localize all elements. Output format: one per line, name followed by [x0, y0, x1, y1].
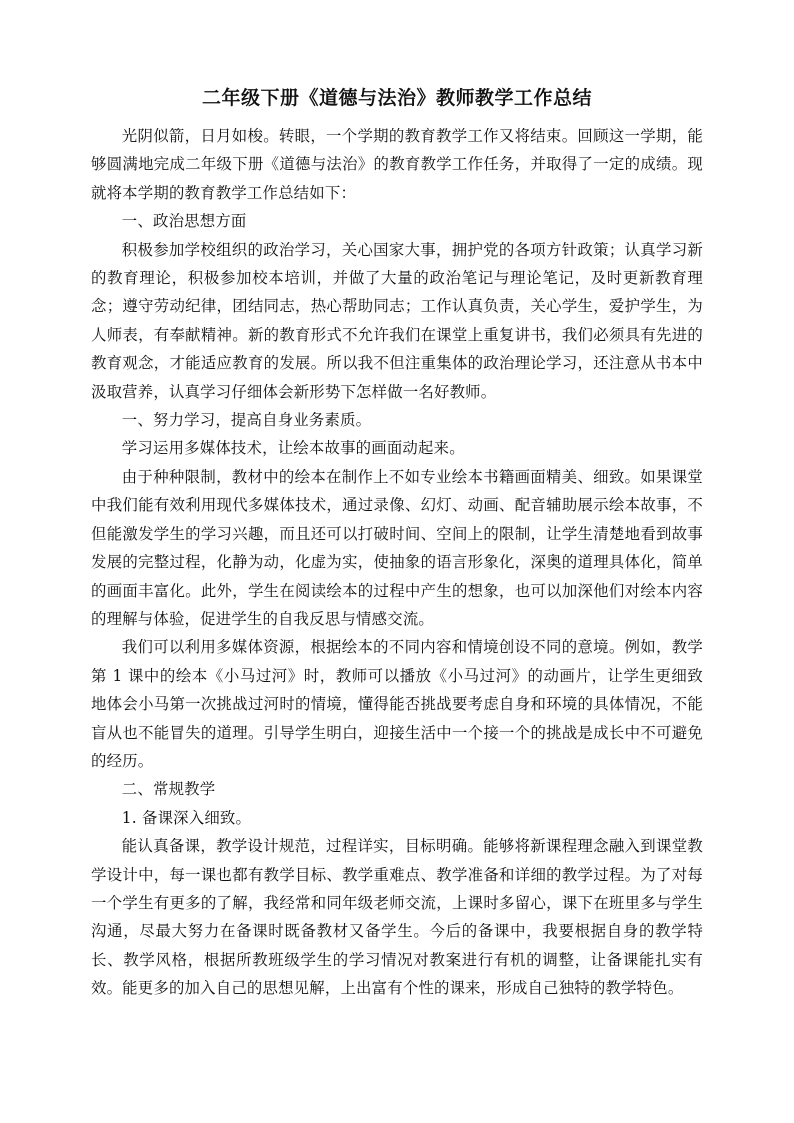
heading-lesson-prep: 1. 备课深入细致。 [121, 808, 252, 827]
paragraph-picture-books: 由于种种限制，教材中的绘本在制作上不如专业绘本书籍画面精美、细致。如果课堂中我们能有效利用现代多媒体技术，通过录像、幻灯、动画、配音辅助展示绘本故事，不但能激发学生的学习兴趣，而且还可以打破时间、空间上的限制，让学生清楚地看到故事发展的完整过程，化静为动，化虚为实，使抽象的语言形象化，深奥的道理具体化，简单的画面丰富化。此外，学生在阅读绘本的过程中产生的想象，也可以加深他们对绘本内容的理解与体验，促进学生的自我反思与情感交流。 [91, 467, 703, 628]
heading-political-thought: 一、政治思想方面 [121, 212, 247, 231]
document-title: 二年级下册《道德与法治》教师教学工作总结 [201, 87, 592, 109]
heading-routine-teaching: 二、常规教学 [121, 780, 216, 799]
paragraph-intro: 光阴似箭，日月如梭。转眼，一个学期的教育教学工作又将结束。回顾这一学期，能够圆满地完成二年级下册《道德与法治》的教育教学工作任务，并取得了一定的成绩。现就将本学期的教育教学工作总结如下： [91, 127, 703, 202]
paragraph-political-thought: 积极参加学校组织的政治学习，关心国家大事，拥护党的各项方针政策；认真学习新的教育理论，积极参加校本培训，并做了大量的政治笔记与理论笔记，及时更新教育理念；遵守劳动纪律，团结同志，热心帮助同志；工作认真负责，关心学生，爱护学生，为人师表，有奉献精神。新的教育形式不允许我们在课堂上重复讲书，我们必须具有先进的教育观念，才能适应教育的发展。所以我不但注重集体的政治理论学习，还注意从书本中汲取营养，认真学习仔细体会新形势下怎样做一名好教师。 [91, 240, 703, 401]
paragraph-multimedia: 学习运用多媒体技术，让绘本故事的画面动起来。 [121, 439, 465, 458]
document-page [91, 84, 703, 1003]
paragraph-example-lesson: 我们可以利用多媒体资源，根据绘本的不同内容和情境创设不同的意境。例如，教学第 1 课中的绘本《小马过河》时，教师可以播放《小马过河》的动画片，让学生更细致地体会小马第一次挑战过河时的情境，懂得能否挑战要考虑自身和环境的具体情况，不能盲从也不能冒失的道理。引导学生明白，迎接生活中一个接一个的挑战是成长中不可避免的经历。 [91, 638, 703, 770]
heading-professional-study: 一、努力学习，提高自身业务素质。 [121, 411, 372, 430]
paragraph-lesson-prep: 能认真备课，教学设计规范，过程详实，目标明确。能够将新课程理念融入到课堂教学设计中，每一课也都有教学目标、教学重难点、教学准备和详细的教学过程。为了对每一个学生有更多的了解，我经常和同年级老师交流，上课时多留心，课下在班里多与学生沟通，尽最大努力在备课时既备教材又备学生。今后的备课中，我要根据自身的教学特长、教学风格，根据所教班级学生的学习情况对教案进行有机的调整，让备课能扎实有效。能更多的加入自己的思想见解，上出富有个性的课来，形成自己独特的教学特色。 [91, 837, 703, 998]
